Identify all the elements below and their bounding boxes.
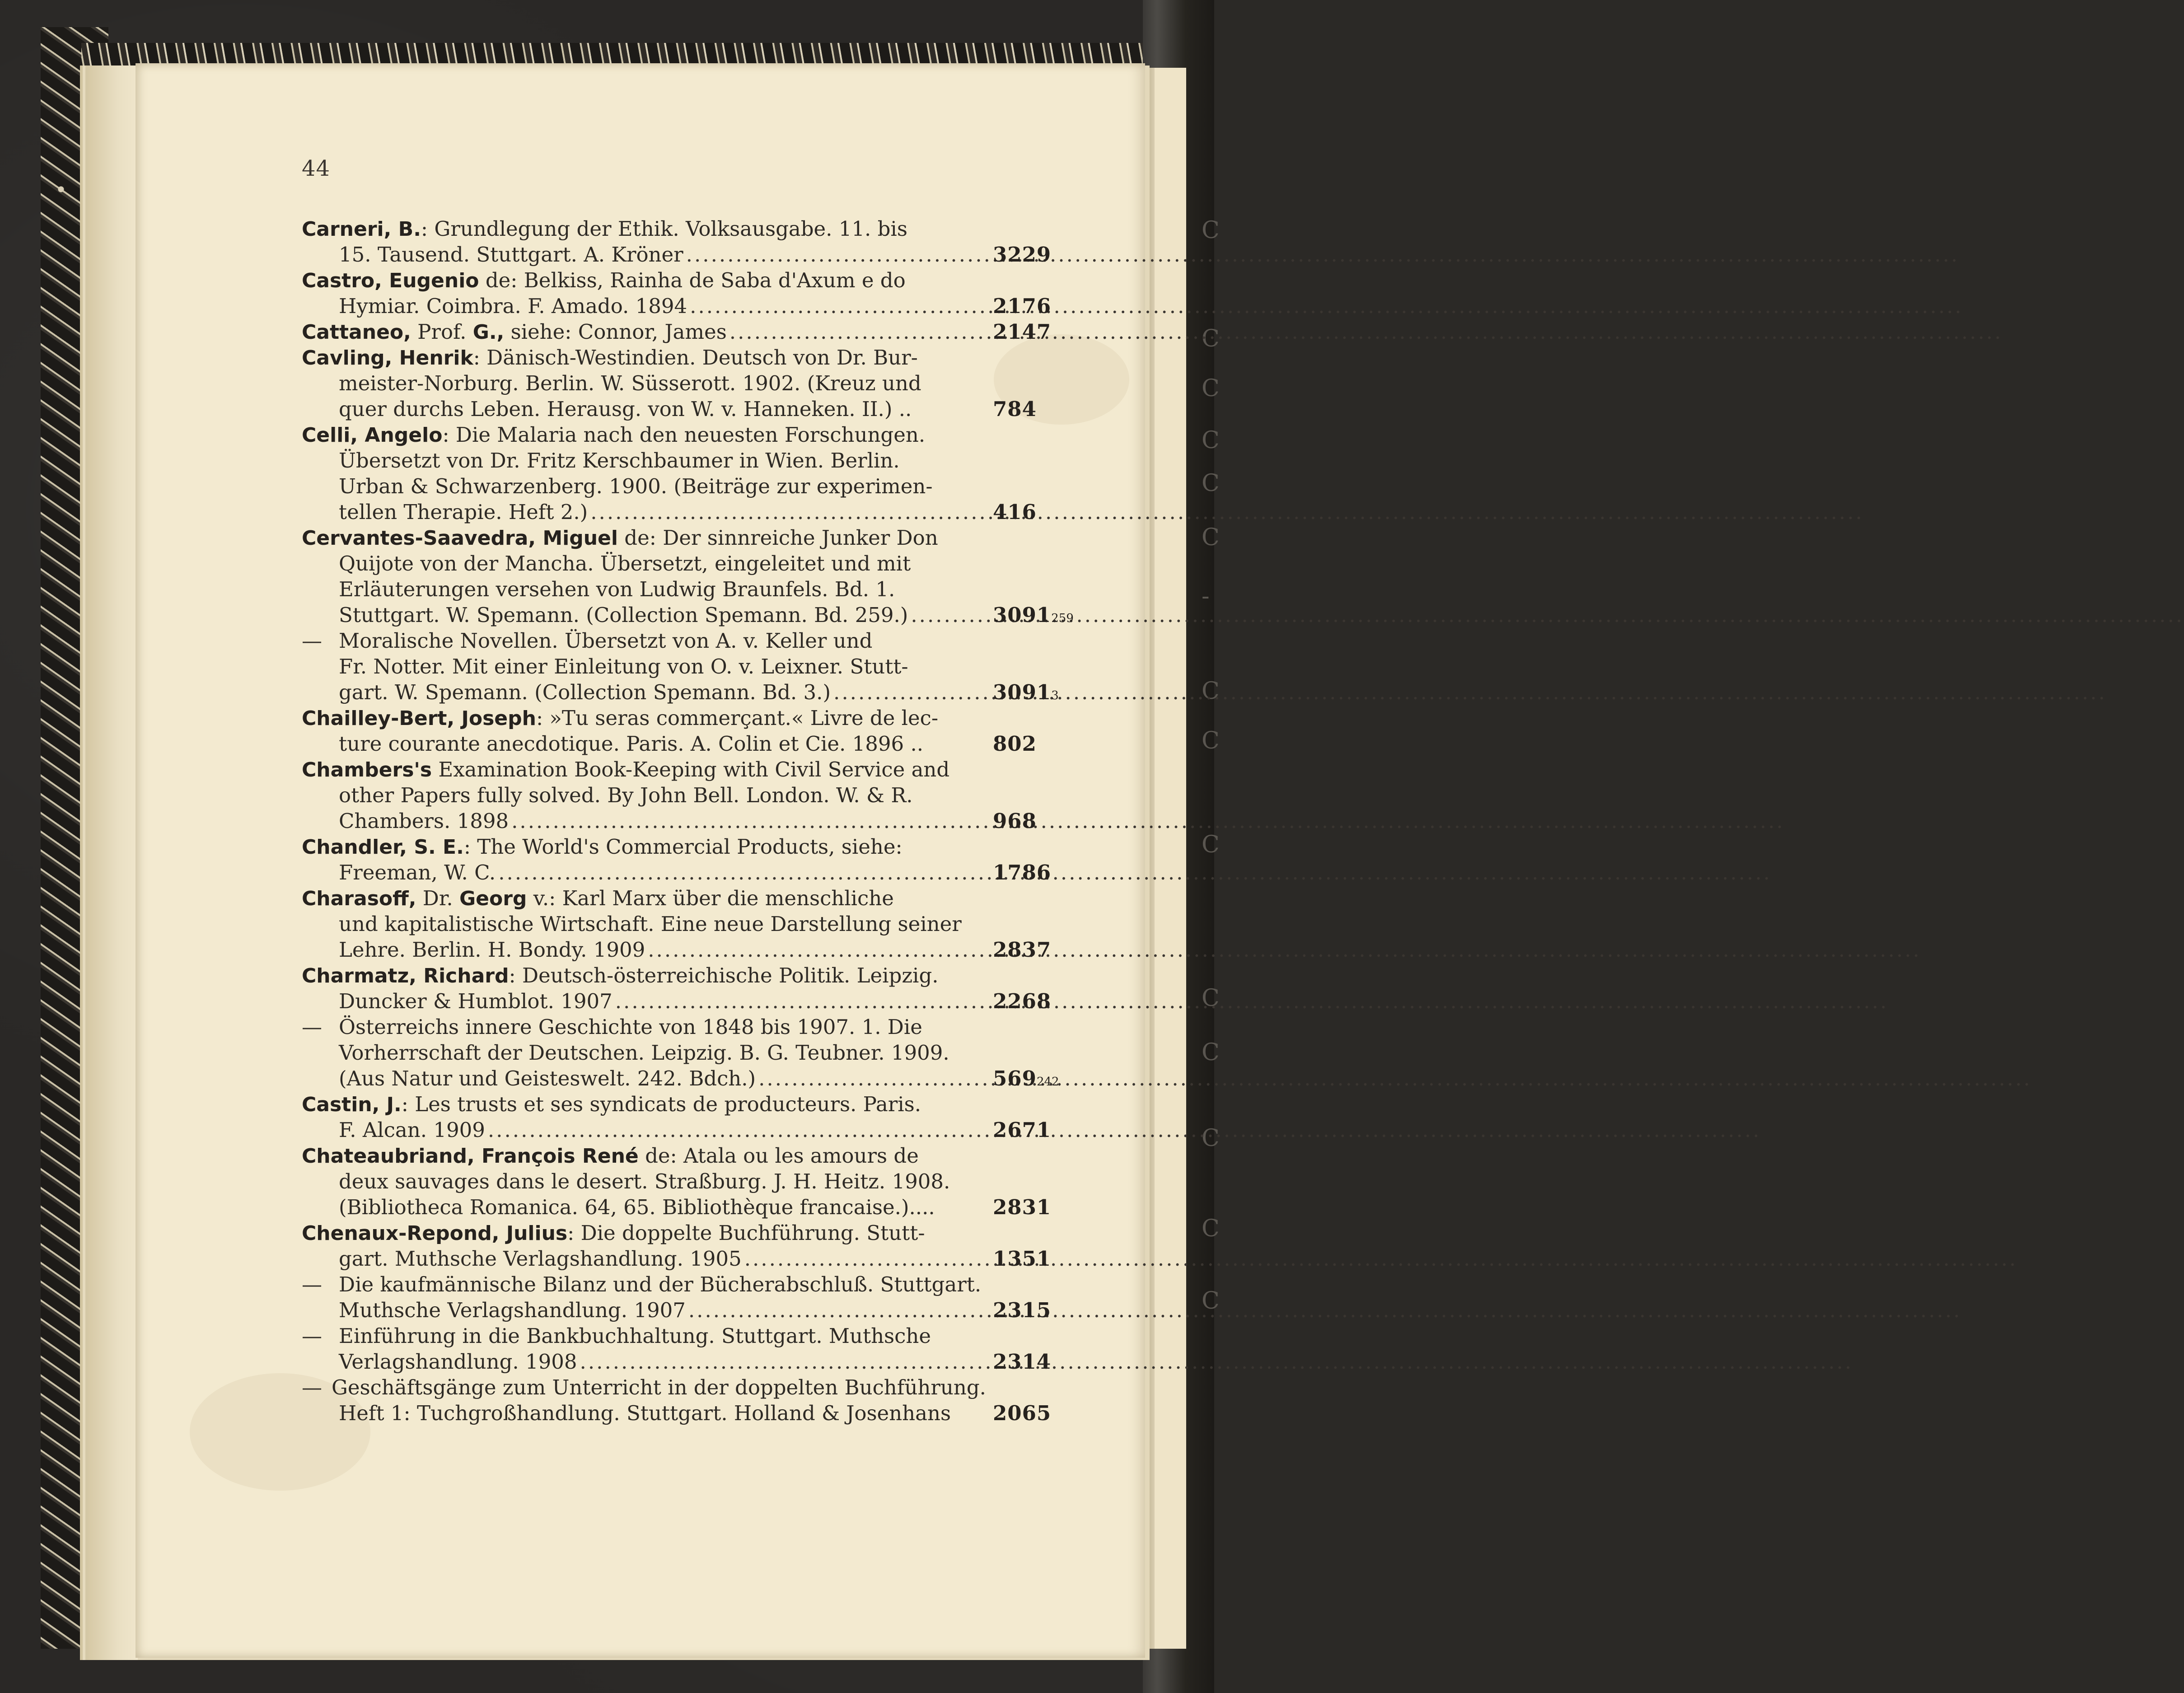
entry-text: gart. Muthsche Verlagshandlung. 1905: [339, 1247, 742, 1271]
entry-line: [302, 1272, 986, 1297]
catalog-number-value: 2315: [993, 1298, 1052, 1322]
entry-text: deux sauvages dans le desert. Straßburg. J. H. Heitz. 1908.: [339, 1169, 950, 1193]
adjacent-page-letter: C: [1202, 1125, 1220, 1152]
author-name: Chandler, S. E.: [302, 836, 464, 859]
entry-text: F. Alcan. 1909: [339, 1118, 485, 1142]
entry-text: Muthsche Verlagshandlung. 1907: [339, 1298, 686, 1322]
catalog-number-value: 3229: [993, 243, 1052, 267]
adjacent-page-letter: C: [1202, 375, 1220, 402]
entry-line: [302, 1117, 1052, 1143]
catalog-number: [993, 1400, 1051, 1426]
catalog-number-value: 416: [993, 500, 1037, 524]
adjacent-page-letter: C: [1202, 831, 1220, 858]
catalog-number-value: 2837: [993, 938, 1052, 962]
adjacent-page-letter: C: [1202, 1039, 1220, 1066]
catalog-number-subscript: 242: [1036, 1075, 1059, 1089]
entry-text: Übersetzt von Dr. Fritz Kerschbaumer in Wien. Berlin.: [339, 449, 900, 472]
adjacent-page-letter: C: [1202, 217, 1220, 244]
author-name: Cattaneo,: [302, 321, 411, 344]
adjacent-page-letter: C: [1202, 325, 1220, 352]
entry-line: [302, 242, 1052, 267]
adjacent-page-letter: C: [1202, 727, 1220, 754]
entry-text: other Papers fully solved. By John Bell. London. W. & R.: [339, 783, 913, 807]
author-name: Castin, J.: [302, 1093, 402, 1116]
entry-text: und kapitalistische Wirtschaft. Eine neue Darstellung seiner: [339, 912, 962, 936]
entry-line: [302, 911, 986, 937]
entry-line: [302, 1169, 986, 1194]
entry-line: [302, 319, 1052, 345]
author-name: Chambers's: [302, 758, 432, 781]
catalog-number-value: 1786: [993, 861, 1052, 884]
entry-text: gart. W. Spemann. (Collection Spemann. Bd. 3.): [339, 680, 831, 704]
dot-leader: [911, 602, 2184, 628]
catalog-number: [993, 242, 1051, 267]
entry-text: de: Der sinnreiche Junker Don: [617, 526, 938, 550]
author-name: G.,: [472, 321, 505, 344]
catalog-number: [993, 1066, 1059, 1095]
entry-text: tellen Therapie. Heft 2.): [339, 500, 588, 524]
entry-line: [302, 602, 1074, 628]
entry-text: : »Tu seras commerçant.« Livre de lec-: [536, 706, 939, 730]
dot-leader: [758, 1066, 2032, 1091]
catalog-number: [993, 808, 1037, 834]
catalog-number: [993, 937, 1051, 963]
catalog-number: [993, 396, 1037, 422]
catalog-number-value: 968: [993, 809, 1037, 833]
entry-line: [302, 705, 986, 731]
entry-line: [302, 1091, 986, 1117]
adjacent-page-letter: C: [1202, 678, 1220, 705]
author-name: Charmatz, Richard: [302, 964, 509, 987]
catalog-number: [993, 860, 1051, 885]
catalog-number-value: 802: [993, 732, 1037, 756]
adjacent-page-letter: -: [1202, 583, 1210, 610]
dot-leader: [648, 937, 1921, 963]
entry-line: [302, 1400, 1052, 1426]
entry-text: 15. Tausend. Stuttgart. A. Kröner: [339, 243, 683, 267]
entry-text: Geschäftsgänge zum Unterricht in der doppelten Buchführung.: [331, 1375, 986, 1399]
entry-line: [302, 808, 1037, 834]
adjacent-page-letter: C: [1202, 1287, 1220, 1314]
entry-text: v.: Karl Marx über die menschliche: [527, 886, 894, 910]
catalog-number: [993, 731, 1037, 757]
entry-text: Quijote von der Mancha. Übersetzt, eingeleitet und mit: [339, 552, 911, 575]
entry-text: ture courante anecdotique. Paris. A. Colin et Cie. 1896 ..: [339, 732, 924, 756]
dot-leader: [690, 293, 1963, 319]
entry-text: Die kaufmännische Bilanz und der Bücherabschluß. Stuttgart.: [339, 1272, 982, 1296]
entry-line: [302, 1066, 1059, 1091]
entry-text: : Die Malaria nach den neuesten Forschungen.: [442, 423, 926, 447]
entry-text: (Bibliotheca Romanica. 64, 65. Bibliothèque francaise.)....: [339, 1195, 935, 1219]
author-name: Celli, Angelo: [302, 424, 443, 447]
entry-line: [302, 422, 986, 448]
author-name: Chateaubriand, François René: [302, 1145, 639, 1168]
entry-line: [302, 782, 986, 808]
entry-line: [302, 396, 1037, 422]
catalog-number: [993, 499, 1037, 525]
page-gutter: [88, 65, 138, 1660]
entry-text: : Dänisch-Westindien. Deutsch von Dr. Bur-: [473, 346, 918, 369]
dot-leader: [511, 808, 1785, 834]
catalog-number-value: 2314: [993, 1350, 1052, 1374]
entry-line: [302, 525, 986, 551]
entry-text: Hymiar. Coimbra. F. Amado. 1894: [339, 294, 687, 318]
entry-line: [302, 654, 986, 679]
catalog-number: [993, 1349, 1051, 1375]
entry-line: [302, 1143, 986, 1169]
dash-mark: —: [302, 1375, 322, 1399]
entry-text: Vorherrschaft der Deutschen. Leipzig. B. G. Teubner. 1909.: [339, 1041, 949, 1065]
entry-text: Prof.: [411, 320, 473, 344]
entry-text: Duncker & Humblot. 1907: [339, 989, 613, 1013]
catalog-number: [993, 1117, 1051, 1143]
entry-text: Österreichs innere Geschichte von 1848 bis 1907. 1. Die: [339, 1015, 922, 1039]
entry-line: [302, 1220, 986, 1246]
entry-text: Examination Book-Keeping with Civil Service and: [432, 758, 950, 781]
dash-mark: —: [302, 1324, 322, 1348]
entry-line: [302, 1349, 1052, 1375]
dash-mark: —: [302, 1272, 322, 1296]
entry-line: [302, 1246, 1052, 1272]
entry-line: [302, 679, 1059, 705]
entry-text: Freeman, W. C.: [339, 861, 496, 884]
catalog-number-value: 3091: [993, 680, 1052, 704]
catalog-number-value: 3091: [993, 603, 1052, 627]
entry-text: Einführung in die Bankbuchhaltung. Stuttgart. Muthsche: [339, 1324, 931, 1348]
author-name: Chenaux-Repond, Julius: [302, 1222, 568, 1245]
entry-text: Moralische Novellen. Übersetzt von A. v. Keller und: [339, 629, 873, 653]
author-name: Cervantes-Saavedra, Miguel: [302, 527, 618, 550]
dot-leader: [730, 319, 2003, 345]
entry-text: (Aus Natur und Geisteswelt. 242. Bdch.): [339, 1066, 756, 1090]
entry-line: [302, 293, 1052, 319]
entry-line: [302, 1375, 986, 1400]
entry-line: [302, 551, 986, 576]
entry-line: [302, 499, 1037, 525]
entry-text: : Die doppelte Buchführung. Stutt-: [567, 1221, 925, 1245]
entry-text: Verlagshandlung. 1908: [339, 1350, 577, 1374]
entry-text: Chambers. 1898: [339, 809, 509, 833]
dash-mark: —: [302, 1015, 322, 1039]
author-name: Chailley-Bert, Joseph: [302, 707, 536, 730]
entry-line: [302, 1323, 986, 1349]
catalog-number-value: 569: [993, 1066, 1037, 1090]
bibliography-entries: [302, 216, 1074, 1426]
catalog-number-value: 1351: [993, 1247, 1052, 1271]
catalog-number-value: 784: [993, 397, 1037, 421]
entry-line: [302, 885, 986, 911]
entry-text: : The World's Commercial Products, siehe:: [463, 835, 903, 859]
entry-text: Dr.: [416, 886, 460, 910]
entry-text: quer durchs Leben. Herausg. von W. v. Hanneken. II.) ..: [339, 397, 912, 421]
entry-line: [302, 370, 986, 396]
adjacent-page-letter: C: [1202, 427, 1220, 454]
entry-line: [302, 988, 1052, 1014]
entry-line: [302, 1040, 986, 1066]
entry-line: [302, 937, 1052, 963]
catalog-number-value: 2176: [993, 294, 1052, 318]
dash-mark: —: [302, 629, 322, 653]
entry-text: de: Atala ou les amours de: [638, 1144, 919, 1168]
catalog-number: [993, 679, 1059, 709]
dot-leader: [744, 1246, 2018, 1272]
catalog-number-value: 2831: [993, 1195, 1052, 1219]
dot-leader: [686, 242, 1960, 267]
catalog-number: [993, 319, 1051, 345]
entry-text: Erläuterungen versehen von Ludwig Braunfels. Bd. 1.: [339, 577, 895, 601]
entry-line: [302, 216, 986, 242]
author-name: Castro, Eugenio: [302, 269, 479, 292]
entry-text: de: Belkiss, Rainha de Saba d'Axum e do: [479, 268, 906, 292]
entry-line: [302, 628, 986, 654]
dot-leader: [488, 1117, 1761, 1143]
catalog-number: [993, 1246, 1051, 1272]
author-name: Carneri, B.: [302, 218, 421, 241]
entry-line: [302, 1297, 1052, 1323]
entry-text: : Deutsch-österreichische Politik. Leipzig.: [509, 963, 939, 987]
entry-line: [302, 860, 1052, 885]
catalog-number-subscript: 3: [1051, 689, 1059, 702]
dot-leader: [498, 860, 1772, 885]
adjacent-page-letter: C: [1202, 470, 1220, 497]
entry-text: Lehre. Berlin. H. Bondy. 1909: [339, 938, 645, 962]
catalog-number-subscript: 259: [1051, 612, 1074, 625]
catalog-number-value: 2671: [993, 1118, 1052, 1142]
entry-line: [302, 267, 986, 293]
entry-line: [302, 963, 986, 988]
catalog-number: [993, 1194, 1051, 1220]
dot-leader: [590, 499, 1864, 525]
adjacent-page-letter: C: [1202, 524, 1220, 551]
entry-line: [302, 473, 986, 499]
entry-line: [302, 834, 986, 860]
entry-line: [302, 731, 1037, 757]
catalog-number-value: 2147: [993, 320, 1052, 344]
catalog-number: [993, 602, 1074, 631]
entry-text: Urban & Schwarzenberg. 1900. (Beiträge zur experimen-: [339, 474, 933, 498]
catalog-number-value: 2268: [993, 989, 1052, 1013]
entry-text: Stuttgart. W. Spemann. (Collection Spemann. Bd. 259.): [339, 603, 908, 627]
entry-text: : Grundlegung der Ethik. Volksausgabe. 11. bis: [421, 217, 907, 241]
dot-leader: [688, 1297, 1962, 1323]
entry-line: [302, 1194, 1052, 1220]
catalog-number: [993, 1297, 1051, 1323]
author-name: Cavling, Henrik: [302, 346, 473, 369]
catalog-number-value: 2065: [993, 1401, 1052, 1425]
entry-text: Heft 1: Tuchgroßhandlung. Stuttgart. Holland & Josenhans: [339, 1401, 951, 1425]
entry-line: [302, 345, 986, 370]
entry-line: [302, 576, 986, 602]
catalog-number: [993, 988, 1051, 1014]
entry-text: meister-Norburg. Berlin. W. Süsserott. 1902. (Kreuz und: [339, 371, 921, 395]
page-number: 44: [302, 156, 331, 181]
adjacent-page-letter: C: [1202, 1215, 1220, 1242]
entry-text: siehe: Connor, James: [504, 320, 727, 344]
dot-leader: [615, 988, 1889, 1014]
entry-line: [302, 1014, 986, 1040]
dot-leader: [580, 1349, 1853, 1375]
author-name: Charasoff,: [302, 887, 416, 910]
catalog-number: [993, 293, 1051, 319]
author-name: Georg: [459, 887, 527, 910]
adjacent-page-letter: C: [1202, 985, 1220, 1012]
entry-text: : Les trusts et ses syndicats de producteurs. Paris.: [401, 1092, 921, 1116]
entry-line: [302, 448, 986, 473]
entry-line: [302, 757, 986, 782]
entry-text: Fr. Notter. Mit einer Einleitung von O. v. Leixner. Stutt-: [339, 655, 908, 678]
